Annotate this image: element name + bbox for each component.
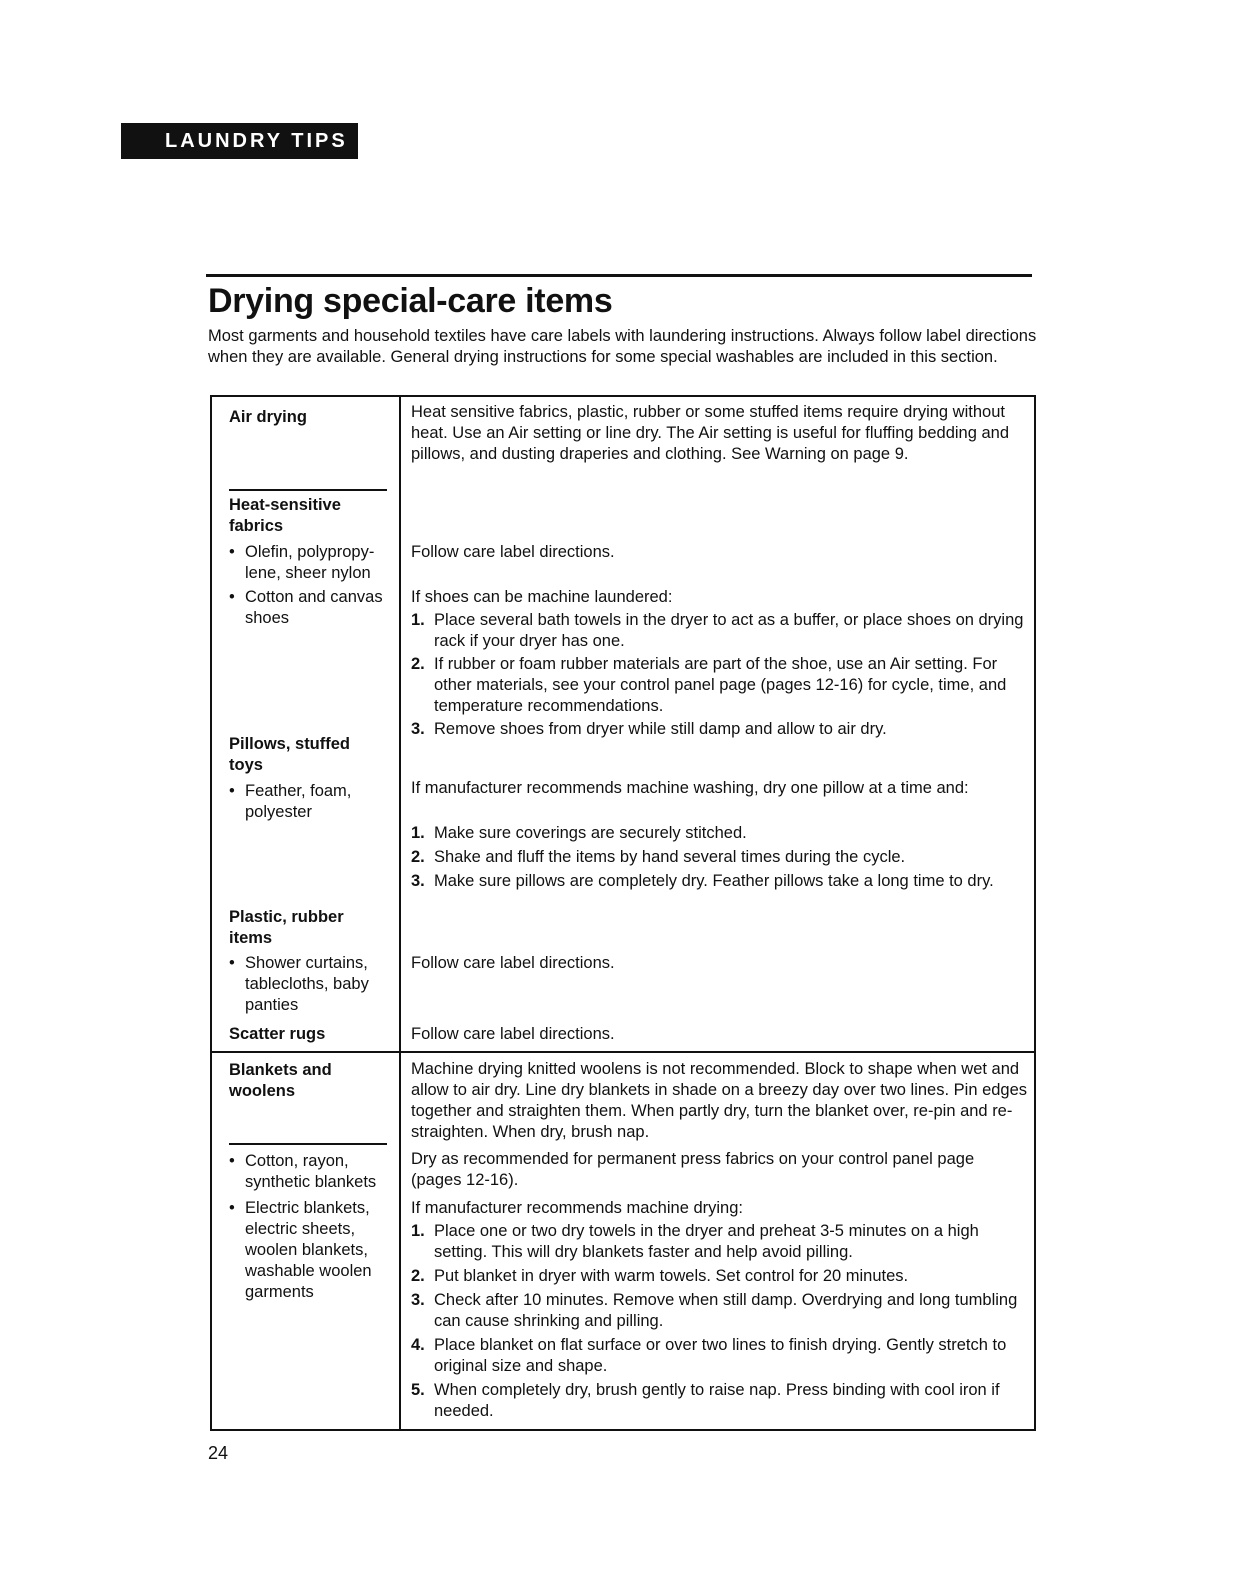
page-number: 24 bbox=[208, 1443, 229, 1463]
step-number: 2. bbox=[411, 848, 425, 866]
heat-sensitive-heading: Heat-sensitive fabrics bbox=[229, 496, 341, 535]
shoes-bullet: • Cotton and canvas shoes bbox=[229, 587, 395, 629]
cotton-rayon-bullet: • Cotton, rayon, synthetic blankets bbox=[229, 1151, 413, 1193]
air-drying-heading: Air drying bbox=[229, 408, 307, 426]
step-number: 3. bbox=[411, 872, 425, 890]
step-number: 4. bbox=[411, 1336, 425, 1354]
step-text: Put blanket in dryer with warm towels. Set control for 20 minutes. bbox=[434, 1267, 909, 1285]
step-number: 2. bbox=[411, 1267, 425, 1285]
step-text: If rubber or foam rubber materials are part of the shoe, use an Air setting. For other materials, see your control panel page (pages 12-16) for cycle, time, and temperature recommendations. bbox=[434, 655, 1007, 715]
cotton-rayon-text: Dry as recommended for permanent press fabrics on your control panel page (pages 12-16). bbox=[411, 1150, 975, 1189]
page-title: Drying special-care items bbox=[208, 282, 613, 320]
step-number: 5. bbox=[411, 1381, 425, 1399]
feather-bullet: • Feather, foam, polyester bbox=[229, 781, 395, 823]
pillows-steps bbox=[411, 823, 1029, 892]
step-text: Place one or two dry towels in the dryer and preheat 3-5 minutes on a high setting. This will dry blankets faster and help avoid pilling. bbox=[434, 1222, 979, 1261]
electric-blankets-bullet: • Electric blankets, electric sheets, woolen blankets, washable woolen garments bbox=[229, 1198, 410, 1303]
list-item bbox=[411, 1266, 1029, 1287]
list-item bbox=[411, 654, 1029, 717]
title-rule bbox=[206, 274, 1032, 277]
step-text: Place several bath towels in the dryer to act as a buffer, or place shoes on drying rack if your dryer has one. bbox=[434, 611, 1024, 650]
list-item bbox=[411, 871, 1029, 892]
step-text: Place blanket on flat surface or over two lines to finish drying. Gently stretch to original size and shape. bbox=[434, 1336, 1007, 1375]
section-tab: LAUNDRY TIPS bbox=[121, 123, 358, 159]
list-item bbox=[411, 823, 1029, 844]
blankets-text: Machine drying knitted woolens is not recommended. Block to shape when wet and allow to air dry. Line dry blankets in shade on a breezy day over two lines. Pin edges together and straighten them. When partly dry, turn the blanket over, re-pin and re-straighten. When dry, brush nap. bbox=[411, 1060, 1028, 1141]
blankets-steps bbox=[411, 1221, 1029, 1422]
list-item bbox=[411, 1335, 1029, 1377]
heat-rule bbox=[229, 489, 387, 491]
list-item bbox=[411, 1380, 1029, 1422]
shower-bullet: • Shower curtains, tablecloths, baby panties bbox=[229, 953, 410, 1016]
list-item bbox=[411, 719, 1029, 740]
step-number: 3. bbox=[411, 1291, 425, 1309]
list-item bbox=[411, 1221, 1029, 1263]
pillows-intro: If manufacturer recommends machine washing, dry one pillow at a time and: bbox=[411, 779, 969, 797]
step-number: 1. bbox=[411, 824, 425, 842]
olefin-bullet: • Olefin, polypropy-lene, sheer nylon bbox=[229, 542, 405, 584]
olefin-text: Follow care label directions. bbox=[411, 543, 615, 561]
step-text: Make sure coverings are securely stitched. bbox=[434, 824, 747, 842]
step-text: Check after 10 minutes. Remove when still damp. Overdrying and long tumbling can cause shrinking and pilling. bbox=[434, 1291, 1018, 1330]
air-drying-text: Heat sensitive fabrics, plastic, rubber or some stuffed items require drying without heat. Use an Air setting or line dry. The Air setting is useful for fluffing bedding and pillows, and dusting draperies and clothing. See Warning on page 9. bbox=[411, 403, 1010, 463]
intro-paragraph: Most garments and household textiles have care labels with laundering instructions. Always follow label directions when they are available. General drying instructions for some special washables are included in this section. bbox=[208, 327, 1037, 366]
plastic-heading: Plastic, rubber items bbox=[229, 908, 344, 947]
care-table bbox=[210, 395, 1036, 1431]
plastic-text: Follow care label directions. bbox=[411, 954, 615, 972]
step-number: 2. bbox=[411, 655, 425, 673]
step-number: 1. bbox=[411, 611, 425, 629]
row-divider bbox=[212, 1051, 1034, 1053]
list-item bbox=[411, 1290, 1029, 1332]
step-number: 3. bbox=[411, 720, 425, 738]
blankets-heading: Blankets and woolens bbox=[229, 1061, 332, 1100]
scatter-rugs-text: Follow care label directions. bbox=[411, 1025, 615, 1043]
list-item bbox=[411, 847, 1029, 868]
blankets-rule bbox=[229, 1143, 387, 1145]
scatter-rugs-heading: Scatter rugs bbox=[229, 1025, 326, 1043]
electric-blankets-intro: If manufacturer recommends machine drying: bbox=[411, 1199, 743, 1217]
step-number: 1. bbox=[411, 1222, 425, 1240]
pillows-heading: Pillows, stuffed toys bbox=[229, 735, 351, 774]
step-text: Shake and fluff the items by hand several times during the cycle. bbox=[434, 848, 906, 866]
step-text: When completely dry, brush gently to raise nap. Press binding with cool iron if needed. bbox=[434, 1381, 1000, 1420]
step-text: Make sure pillows are completely dry. Feather pillows take a long time to dry. bbox=[434, 872, 994, 890]
shoes-steps bbox=[411, 610, 1029, 740]
shoes-intro: If shoes can be machine laundered: bbox=[411, 588, 673, 606]
list-item bbox=[411, 610, 1029, 652]
step-text: Remove shoes from dryer while still damp and allow to air dry. bbox=[434, 720, 887, 738]
